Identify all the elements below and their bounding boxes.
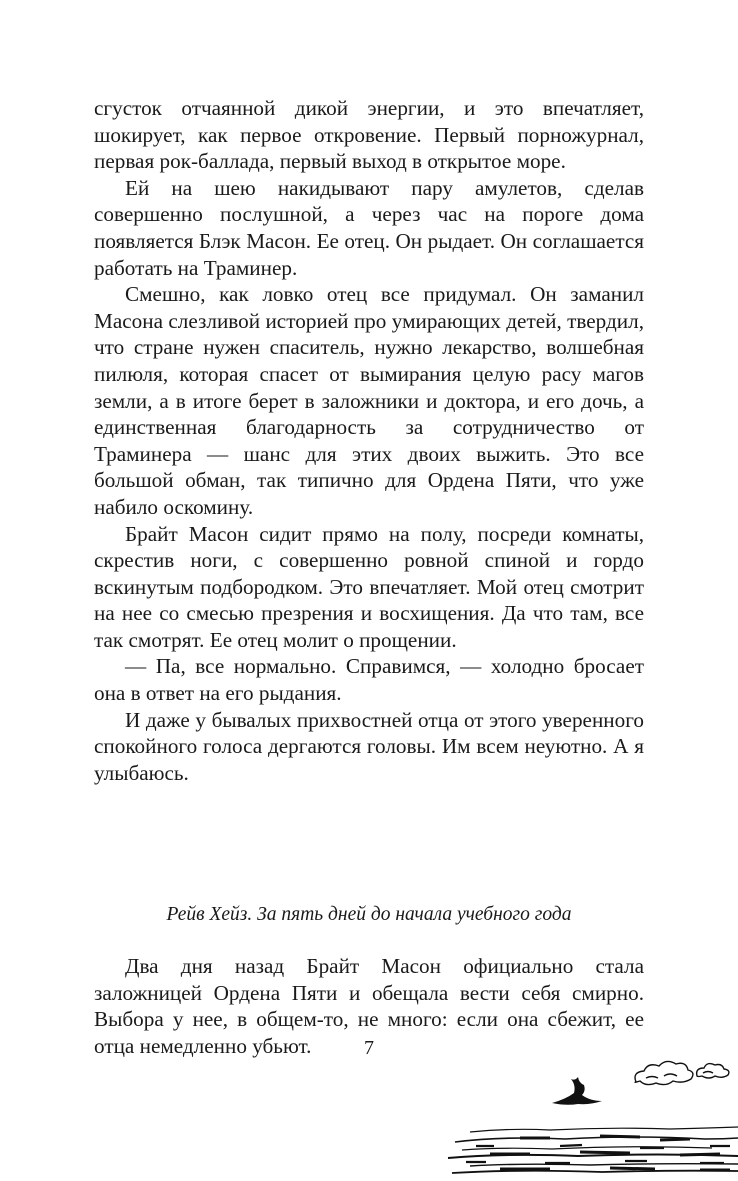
section-subheading: Рейв Хейз. За пять дней до начала учебного года (166, 904, 572, 925)
paragraph-bright-sits: Брайт Масон сидит прямо на полу, посреди комнаты, скрестив ноги, с совершенно ровной спиной и гордо вскинутым подбородком. Это впечатляет. Мой отец смотрит на нее со смесью презрения и восхищения. Да что там, все так смотрят. Ее отец молит о прощении. (94, 521, 644, 652)
paragraph-continuation: сгусток отчаянной дикой энергии, и это впечатляет, шокирует, как первое откровение. Первый порножурнал, первая рок-баллада, первый выход в открытое море. (94, 96, 644, 174)
waves-icon (448, 1127, 738, 1173)
paragraph-smile: И даже у бывалых прихвостней отца от этого уверенного спокойного голоса дергаются головы. Им всем неуютно. А я улыбаюсь. (94, 707, 644, 785)
body-text-top (94, 95, 644, 786)
paragraph-dialogue: — Па, все нормально. Справимся, — холодно бросает она в ответ на его рыдания. (94, 654, 644, 706)
page-number: 7 (364, 1037, 374, 1059)
paragraph-hostage: Два дня назад Брайт Масон официально стала заложницей Ордена Пяти и обещала вести себя смирно. Выбора у нее, в общем-то, не много: если она сбежит, ее отца немедленно убьют. (94, 954, 644, 1058)
bird-icon (552, 1077, 602, 1105)
paragraph-father-plan: Смешно, как ловко отец все придумал. Он заманил Масона слезливой историей про умирающих детей, твердил, что стране нужен спаситель, нужно лекарство, волшебная пилюля, которая спасет от вымирания целую расу магов земли, а в итоге берет в заложники и доктора, и его дочь, а единственная благодарность за сотрудничество от Траминера — шанс для этих двоих выжить. Это все большой обман, так типично для Ордена Пяти, что уже набило оскомину. (94, 282, 644, 519)
paragraph-amulets: Ей на шею накидывают пару амулетов, сделав совершенно послушной, а через час на пороге дома появляется Блэк Масон. Ее отец. Он рыдает. Он соглашается работать на Траминер. (94, 175, 644, 280)
cloud-icon (635, 1061, 729, 1084)
